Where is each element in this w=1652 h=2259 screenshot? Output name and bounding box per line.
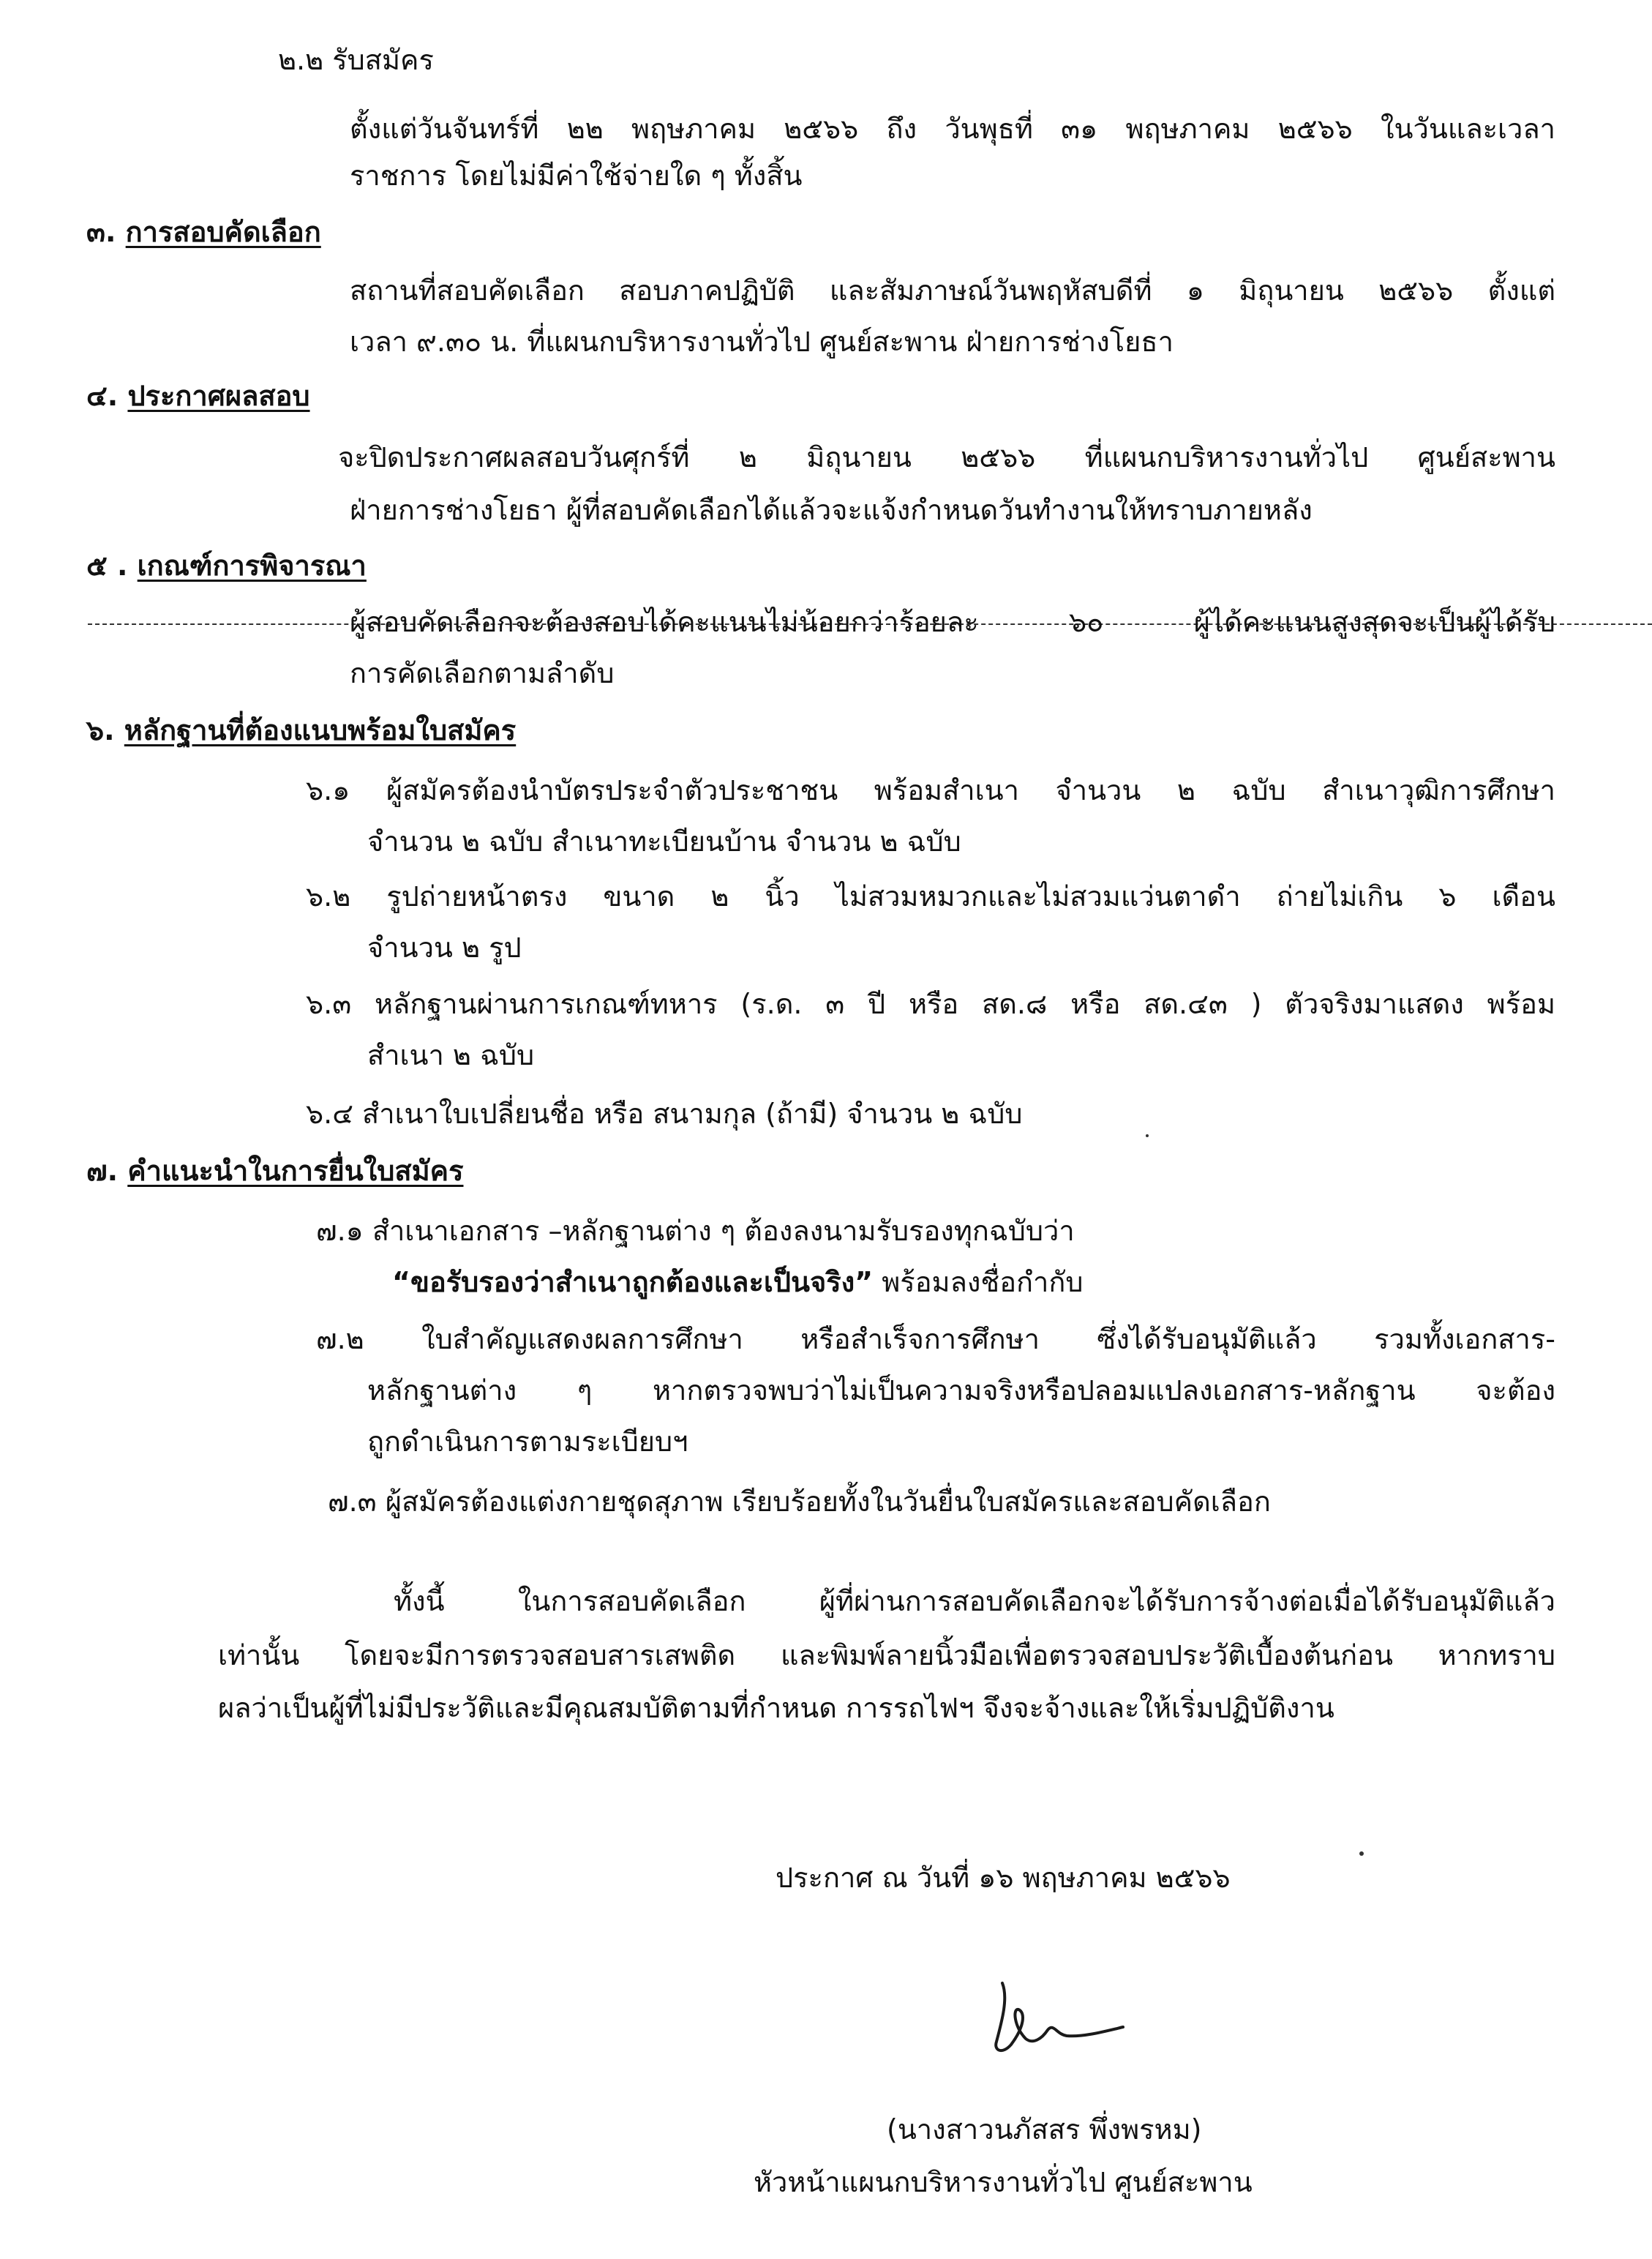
signer-title: หัวหน้าแผนกบริหารงานทั่วไป ศูนย์สะพาน [754, 2166, 1253, 2198]
ink-dot [1359, 1851, 1364, 1856]
announcement-date: ประกาศ ณ วันที่ ๑๖ พฤษภาคม ๒๕๖๖ [776, 1862, 1231, 1894]
section-5-heading [86, 544, 367, 591]
closing-line2: เท่านั้น โดยจะมีการตรวจสอบสารเสพติด และพิมพ์ลายนิ้วมือเพื่อตรวจสอบประวัติเบื้องต้นก่อน หากทราบ [218, 1639, 1555, 1671]
section-7-item-2-line1: ๗.๒ ใบสำคัญแสดงผลการศึกษา หรือสำเร็จการศึกษา ซึ่งได้รับอนุมัติแล้ว รวมทั้งเอกสาร- [316, 1323, 1555, 1355]
section-4-line1: จะปิดประกาศผลสอบวันศุกร์ที่ ๒ มิถุนายน ๒๕๖๖ ที่แผนกบริหารงานทั่วไป ศูนย์สะพาน [338, 441, 1555, 473]
section-5-number: ๕ . [86, 550, 128, 582]
section-3-heading [86, 210, 321, 257]
section-4-number: ๔. [86, 380, 119, 412]
section-7-item-2-line2: หลักฐานต่าง ๆ หากตรวจพบว่าไม่เป็นความจริงหรือปลอมแปลงเอกสาร-หลักฐาน จะต้อง [367, 1374, 1555, 1406]
section-7-heading [86, 1149, 463, 1196]
section-2-2-line2: ราชการ โดยไม่มีค่าใช้จ่ายใด ๆ ทั้งสิ้น [350, 160, 803, 192]
section-7-number: ๗. [86, 1155, 119, 1187]
section-4-title: ประกาศผลสอบ [127, 380, 310, 412]
closing-line3: ผลว่าเป็นผู้ที่ไม่มีประวัติและมีคุณสมบัติตามที่กำหนด การรถไฟฯ จึงจะจ้างและให้เริ่มปฏิบัติงาน [218, 1692, 1334, 1724]
section-6-item-2-line2: จำนวน ๒ รูป [367, 932, 522, 964]
certification-phrase: “ขอรับรองว่าสำเนาถูกต้องและเป็นจริง” [392, 1266, 874, 1298]
section-4-line2: ฝ่ายการช่างโยธา ผู้ที่สอบคัดเลือกได้แล้วจะแจ้งกำหนดวันทำงานให้ทราบภายหลัง [350, 494, 1313, 526]
section-6-item-1-line2: จำนวน ๒ ฉบับ สำเนาทะเบียนบ้าน จำนวน ๒ ฉบับ [367, 825, 961, 858]
section-6-number: ๖. [86, 714, 115, 746]
ink-dot [1146, 1134, 1149, 1137]
section-5-line2: การคัดเลือกตามลำดับ [350, 657, 615, 689]
section-7-item-1-line1: ๗.๑ สำเนาเอกสาร –หลักฐานต่าง ๆ ต้องลงนามรับรองทุกฉบับว่า [316, 1215, 1075, 1247]
section-5-title: เกณฑ์การพิจารณา [137, 550, 367, 582]
section-2-2-line1: ตั้งแต่วันจันทร์ที่ ๒๒ พฤษภาคม ๒๕๖๖ ถึง วันพุธที่ ๓๑ พฤษภาคม ๒๕๖๖ ในวันและเวลา [350, 113, 1555, 145]
section-6-item-3-line2: สำเนา ๒ ฉบับ [367, 1039, 535, 1071]
section-6-item-2-line1: ๖.๒ รูปถ่ายหน้าตรง ขนาด ๒ นิ้ว ไม่สวมหมวกและไม่สวมแว่นตาดำ ถ่ายไม่เกิน ๖ เดือน [306, 880, 1555, 913]
section-3-title: การสอบคัดเลือก [125, 216, 321, 248]
section-6-item-1-line1: ๖.๑ ผู้สมัครต้องนำบัตรประจำตัวประชาชน พร้อมสำเนา จำนวน ๒ ฉบับ สำเนาวุฒิการศึกษา [306, 774, 1555, 806]
section-7-item-1-line2 [392, 1260, 1084, 1307]
section-6-item-3-line1: ๖.๓ หลักฐานผ่านการเกณฑ์ทหาร (ร.ด. ๓ ปี หรือ สด.๘ หรือ สด.๔๓ ) ตัวจริงมาแสดง พร้อม [306, 988, 1555, 1020]
section-6-item-4-line1: ๖.๔ สำเนาใบเปลี่ยนชื่อ หรือ สนามกุล (ถ้ามี) จำนวน ๒ ฉบับ [306, 1098, 1023, 1130]
closing-line1: ทั้งนี้ ในการสอบคัดเลือก ผู้ที่ผ่านการสอบคัดเลือกจะได้รับการจ้างต่อเมื่อได้รับอนุมัติแล้ว [394, 1585, 1555, 1617]
section-7-title: คำแนะนำในการยื่นใบสมัคร [127, 1155, 464, 1187]
section-6-heading [86, 708, 516, 755]
section-2-2-heading: ๒.๒ รับสมัคร [278, 44, 434, 76]
signer-name: (นางสาวนภัสสร พึ่งพรหม) [887, 2113, 1202, 2146]
certification-suffix: พร้อมลงชื่อกำกับ [873, 1266, 1084, 1298]
section-3-number: ๓. [86, 216, 116, 248]
section-5-line1: ผู้สอบคัดเลือกจะต้องสอบได้คะแนนไม่น้อยกว่าร้อยละ ๖๐ ผู้ได้คะแนนสูงสุดจะเป็นผู้ได้รับ [350, 606, 1555, 638]
section-3-line1: สถานที่สอบคัดเลือก สอบภาคปฏิบัติ และสัมภาษณ์วันพฤหัสบดีที่ ๑ มิถุนายน ๒๕๖๖ ตั้งแต่ [350, 274, 1555, 307]
section-3-line2: เวลา ๙.๓๐ น. ที่แผนกบริหารงานทั่วไป ศูนย์สะพาน ฝ่ายการช่างโยธา [350, 326, 1174, 358]
section-4-heading [86, 374, 310, 421]
section-7-item-2-line3: ถูกดำเนินการตามระเบียบฯ [367, 1426, 688, 1458]
section-6-title: หลักฐานที่ต้องแนบพร้อมใบสมัคร [124, 714, 517, 746]
section-7-item-3-line1: ๗.๓ ผู้สมัครต้องแต่งกายชุดสุภาพ เรียบร้อยทั้งในวันยื่นใบสมัครและสอบคัดเลือก [328, 1486, 1271, 1518]
signature-mark [980, 1968, 1127, 2064]
